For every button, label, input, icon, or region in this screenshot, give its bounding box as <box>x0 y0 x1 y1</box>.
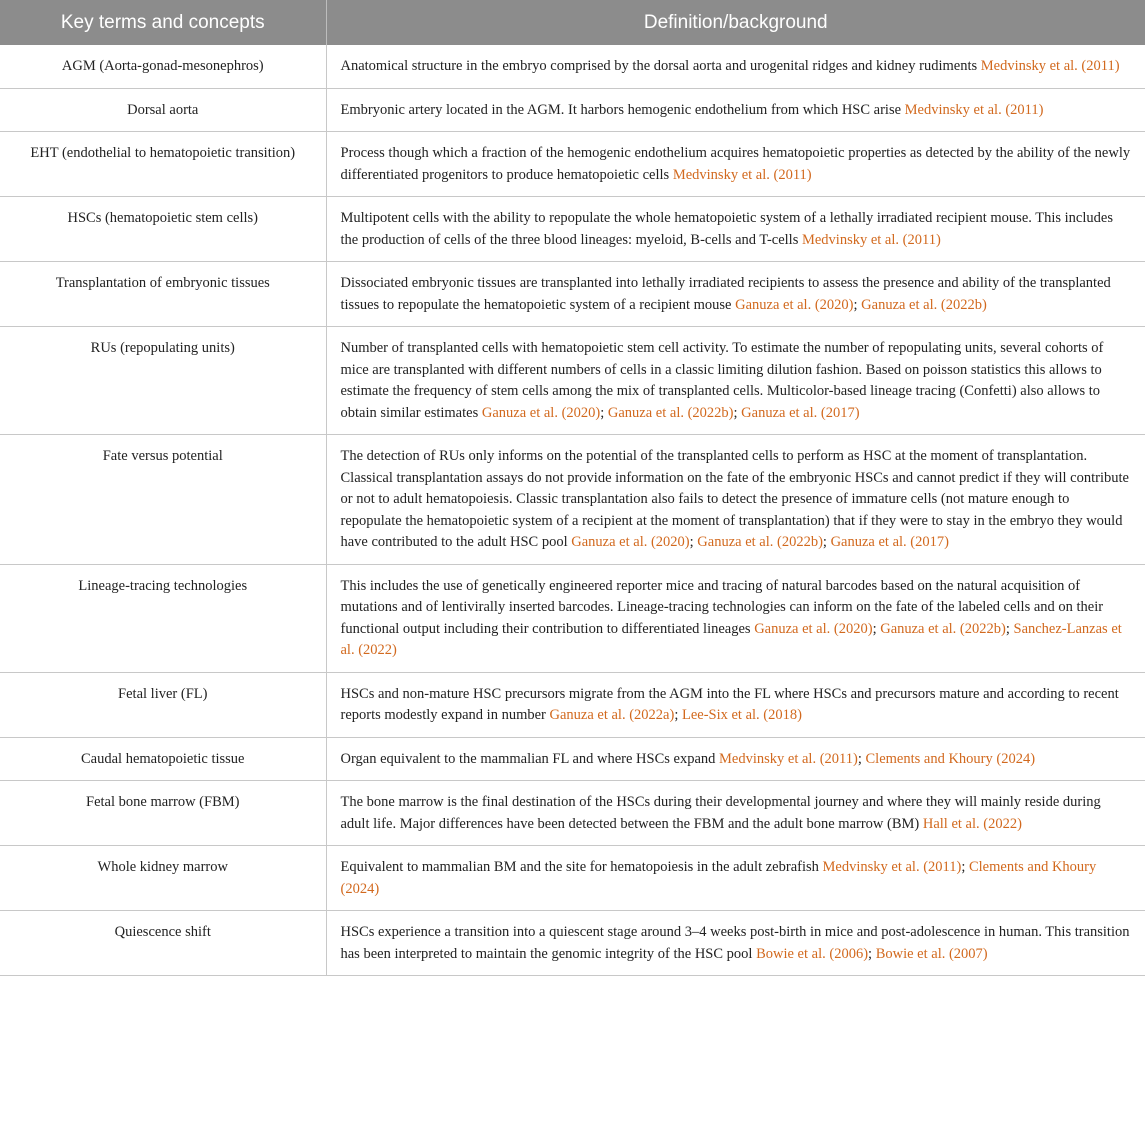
reference-separator: ; <box>872 620 881 637</box>
term-label: AGM (Aorta-gonad-mesonephros) <box>61 58 264 74</box>
definition-text: The bone marrow is the final destination of the HSCs during their developmental journey and where they will mainly reside during adult life. Major differences have been detected between the FBM and the adult bone marrow (BM) <box>340 794 1101 832</box>
table-row <box>0 672 1145 737</box>
reference-link[interactable]: Ganuza et al. (2020) <box>481 404 601 421</box>
table-row <box>0 45 1145 88</box>
reference-separator: ; <box>1005 620 1014 637</box>
reference-link[interactable]: Ganuza et al. (2020) <box>754 620 873 637</box>
table-body <box>0 45 1145 976</box>
definition-cell <box>326 327 1145 435</box>
term-label: Fate versus potential <box>102 448 223 464</box>
definition-text: HSCs and non-mature HSC precursors migrate from the AGM into the FL where HSCs and precursors mature and according to recent reports modestly expand in number <box>340 685 1119 723</box>
definition-text: Organ equivalent to the mammalian FL and where HSCs expand <box>340 750 720 767</box>
reference-link[interactable]: Ganuza et al. (2022b) <box>697 534 823 550</box>
term-cell <box>0 197 326 262</box>
header-key-terms: Key terms and concepts <box>0 0 326 45</box>
reference-separator: ; <box>961 859 969 875</box>
term-label: Whole kidney marrow <box>97 859 228 875</box>
definition-text: The detection of RUs only informs on the potential of the transplanted cells to perform as HSC at the moment of transplantation. Classical transplantation assays do not provide information on the fate of the embryonic HSCs and cannot predict if they will contribute or not to adult hematopoiesis. Classic transplantation also fails to detect the presence of immature cells (not mature enough to repopulate the hematopoietic system of a recipient at the moment of transplantation) that if they were to stay in the embryo they would have contributed to the adult HSC pool <box>340 448 1129 550</box>
term-label: Quiescence shift <box>114 924 211 940</box>
term-label: EHT (endothelial to hematopoietic transition) <box>30 145 296 161</box>
reference-link[interactable]: Medvinsky et al. (2011) <box>822 859 962 875</box>
table-row <box>0 197 1145 262</box>
reference-separator: ; <box>600 404 608 421</box>
table-row <box>0 781 1145 846</box>
definition-cell <box>326 564 1145 672</box>
reference-link[interactable]: Hall et al. (2022) <box>922 815 1022 832</box>
reference-link[interactable]: Medvinsky et al. (2011) <box>904 101 1044 118</box>
header-row <box>0 0 1145 45</box>
term-cell <box>0 781 326 846</box>
term-label: Fetal liver (FL) <box>118 685 208 702</box>
term-cell <box>0 672 326 737</box>
reference-link[interactable]: Lee-Six et al. (2018) <box>681 707 802 723</box>
definition-cell <box>326 435 1145 565</box>
term-label: HSCs (hematopoietic stem cells) <box>67 210 258 226</box>
reference-link[interactable]: Bowie et al. (2006) <box>756 945 869 962</box>
term-cell <box>0 737 326 781</box>
reference-separator: ; <box>868 945 876 962</box>
term-cell <box>0 846 326 911</box>
table-row <box>0 737 1145 781</box>
definition-cell <box>326 88 1145 132</box>
table-row <box>0 911 1145 976</box>
term-cell <box>0 327 326 435</box>
term-cell <box>0 564 326 672</box>
table-row <box>0 846 1145 911</box>
reference-separator: ; <box>857 750 866 767</box>
definition-text: Process though which a fraction of the hemogenic endothelium acquires hematopoietic properties as detected by the ability of the newly differentiated progenitors to produce hematopoietic cells <box>340 145 1131 183</box>
reference-link[interactable]: Ganuza et al. (2020) <box>735 296 854 313</box>
definition-cell <box>326 846 1145 911</box>
reference-separator: ; <box>674 707 682 723</box>
reference-link[interactable]: Clements and Khoury (2024) <box>865 750 1036 767</box>
definition-cell <box>326 132 1145 197</box>
definition-text: Equivalent to mammalian BM and the site for hematopoiesis in the adult zebrafish <box>340 859 823 875</box>
reference-link[interactable]: Medvinsky et al. (2011) <box>672 166 812 183</box>
definition-cell <box>326 45 1145 88</box>
reference-separator: ; <box>853 296 862 313</box>
table-row <box>0 88 1145 132</box>
reference-link[interactable]: Ganuza et al. (2022b) <box>607 404 734 421</box>
term-label: Fetal bone marrow (FBM) <box>86 794 240 810</box>
definition-cell <box>326 197 1145 262</box>
definition-text: This includes the use of genetically engineered reporter mice and tracing of natural barcodes based on the natural acquisition of mutations and of lentivirally inserted barcodes. Lineage-tracing technologies can inform on the fate of the labeled cells and on their functional output including their contribution to differentiated lineages <box>340 577 1104 637</box>
header-definition: Definition/background <box>326 0 1145 45</box>
term-cell <box>0 911 326 976</box>
term-label: Caudal hematopoietic tissue <box>81 750 245 767</box>
term-label: Lineage-tracing technologies <box>78 577 248 594</box>
definition-text: Anatomical structure in the embryo comprised by the dorsal aorta and urogenital ridges and kidney rudiments <box>340 58 981 74</box>
table-row <box>0 132 1145 197</box>
definition-text: Embryonic artery located in the AGM. It harbors hemogenic endothelium from which HSC arise <box>340 101 905 118</box>
term-cell <box>0 262 326 327</box>
term-label: Dorsal aorta <box>127 101 199 118</box>
table-header <box>0 0 1145 45</box>
reference-separator: ; <box>689 534 698 550</box>
term-label: Transplantation of embryonic tissues <box>55 275 270 291</box>
definition-text: HSCs experience a transition into a quiescent stage around 3–4 weeks post-birth in mice and post-adolescence in human. This transition has been interpreted to maintain the genomic integrity of the HSC pool <box>340 924 1130 962</box>
definition-cell <box>326 672 1145 737</box>
reference-separator: ; <box>822 534 831 550</box>
term-label: RUs (repopulating units) <box>90 340 235 356</box>
reference-link[interactable]: Medvinsky et al. (2011) <box>719 750 858 767</box>
table-row <box>0 262 1145 327</box>
reference-link[interactable]: Medvinsky et al. (2011) <box>980 58 1120 74</box>
definition-text: Number of transplanted cells with hematopoietic stem cell activity. To estimate the number of repopulating units, several cohorts of mice are transplanted with different numbers of cells in a classic limiting dilution fashion. Based on poisson statistics this allows to estimate the frequency of stem cells among the mix of transplanted cells. Multicolor-based lineage tracing (Confetti) also allows to obtain similar estimates <box>340 340 1104 421</box>
table-row <box>0 327 1145 435</box>
term-cell <box>0 88 326 132</box>
definition-cell <box>326 737 1145 781</box>
reference-link[interactable]: Ganuza et al. (2017) <box>741 404 860 421</box>
reference-link[interactable]: Ganuza et al. (2017) <box>830 534 949 550</box>
reference-link[interactable]: Sanchez-Lanzas et al. (2022) <box>340 620 1122 658</box>
reference-link[interactable]: Bowie et al. (2007) <box>875 945 988 962</box>
reference-separator: ; <box>733 404 742 421</box>
definition-cell <box>326 911 1145 976</box>
reference-link[interactable]: Medvinsky et al. (2011) <box>801 231 941 248</box>
table-row <box>0 564 1145 672</box>
reference-link[interactable]: Ganuza et al. (2020) <box>571 534 690 550</box>
reference-link[interactable]: Ganuza et al. (2022b) <box>880 620 1006 637</box>
reference-link[interactable]: Clements and Khoury (2024) <box>340 859 1097 897</box>
definition-text: Multipotent cells with the ability to repopulate the whole hematopoietic system of a lethally irradiated recipient mouse. This includes the production of cells of the three blood lineages: myeloid, B-cells and T-cells <box>340 210 1113 248</box>
reference-link[interactable]: Ganuza et al. (2022b) <box>861 296 987 313</box>
definition-cell <box>326 262 1145 327</box>
term-cell <box>0 132 326 197</box>
definition-text: Dissociated embryonic tissues are transplanted into lethally irradiated recipients to assess the presence and ability of the transplanted tissues to repopulate the hematopoietic system of a recipient mouse <box>340 275 1111 313</box>
reference-link[interactable]: Ganuza et al. (2022a) <box>549 707 675 723</box>
term-cell <box>0 45 326 88</box>
term-cell <box>0 435 326 565</box>
table-row <box>0 435 1145 565</box>
definition-cell <box>326 781 1145 846</box>
